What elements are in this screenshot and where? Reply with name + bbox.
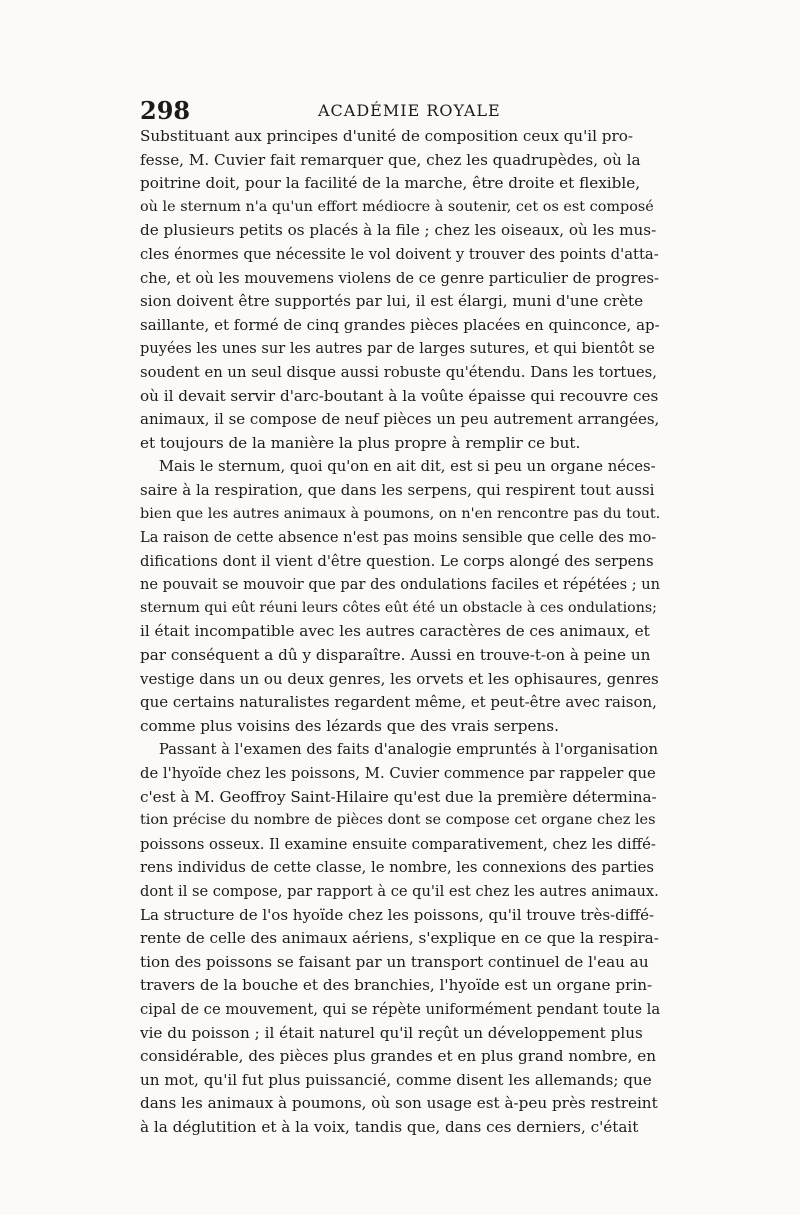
text-line: rente de celle des animaux aériens, s'explique en ce que la respira-	[140, 929, 659, 948]
text-line: dans les animaux à poumons, où son usage est à-peu près restreint	[140, 1094, 658, 1113]
text-line: tion des poissons se faisant par un transport continuel de l'eau au	[140, 952, 649, 971]
text-line: Passant à l'examen des faits d'analogie empruntés à l'organisation	[140, 741, 658, 759]
text-line: sion doivent être supportés par lui, il est élargi, muni d'une crète	[140, 292, 644, 311]
text-line: de plusieurs petits os placés à la file ; chez les oiseaux, où les mus-	[140, 221, 657, 240]
text-line: un mot, qu'il fut plus puissancié, comme disent les allemands; que	[140, 1070, 652, 1089]
text-line: et toujours de la manière la plus propre à remplir ce but.	[140, 433, 581, 452]
text-line: vie du poisson ; il était naturel qu'il reçût un développement plus	[140, 1023, 643, 1042]
text-line: par conséquent a dû y disparaître. Aussi en trouve-t-on à peine un	[140, 646, 651, 665]
text-line: puyées les unes sur les autres par de larges sutures, et qui bientôt se	[140, 340, 655, 358]
text-line: considérable, des pièces plus grandes et en plus grand nombre, en	[140, 1047, 657, 1066]
text-line: ne pouvait se mouvoir que par des ondulations faciles et répétées ; un	[140, 576, 660, 594]
page-header	[140, 96, 660, 126]
text-line: où il devait servir d'arc-boutant à la voûte épaisse qui recouvre ces	[140, 386, 659, 405]
text-line: c'est à M. Geoffroy Saint-Hilaire qu'est due la première détermina-	[140, 787, 657, 806]
text-line: vestige dans un ou deux genres, les orvets et les ophisaures, genres	[140, 669, 659, 688]
text-line: poissons osseux. Il examine ensuite comparativement, chez les diffé-	[140, 835, 656, 853]
text-line: Mais le sternum, quoi qu'on en ait dit, est si peu un organe néces-	[140, 458, 656, 476]
text-line: animaux, il se compose de neuf pièces un peu autrement arrangées,	[140, 410, 660, 429]
text-line: de l'hyoïde chez les poissons, M. Cuvier commence par rappeler que	[140, 765, 656, 783]
text-line: cipal de ce mouvement, qui se répète uniformément pendant toute la	[140, 1000, 660, 1018]
text-line: difications dont il vient d'être question. Le corps alongé des serpens	[140, 552, 654, 570]
text-line: que certains naturalistes regardent même, et peut-être avec raison,	[140, 693, 657, 712]
text-line: bien que les autres animaux à poumons, on n'en rencontre pas du tout.	[140, 505, 660, 522]
text-line: che, et où les mouvemens violens de ce genre particulier de progres-	[140, 269, 659, 287]
text-line: cles énormes que nécessite le vol doivent y trouver des points d'atta-	[140, 245, 659, 263]
body-text	[140, 125, 660, 1140]
text-line: fesse, M. Cuvier fait remarquer que, chez les quadrupèdes, où la	[140, 150, 641, 169]
text-line: soudent en un seul disque aussi robuste qu'étendu. Dans les tortues,	[140, 363, 657, 381]
text-line: tion précise du nombre de pièces dont se compose cet organe chez les	[140, 812, 656, 829]
text-line: rens individus de cette classe, le nombre, les connexions des parties	[140, 859, 654, 877]
text-line: sternum qui eût réuni leurs côtes eût été un obstacle à ces ondulations;	[140, 599, 657, 616]
text-line: comme plus voisins des lézards que des vrais serpens.	[140, 716, 559, 735]
text-line: La raison de cette absence n'est pas moins sensible que celle des mo-	[140, 529, 657, 547]
text-line: poitrine doit, pour la facilité de la marche, être droite et flexible,	[140, 174, 641, 193]
text-line: La structure de l'os hyoïde chez les poissons, qu'il trouve très-diffé-	[140, 905, 655, 924]
text-line: Substituant aux principes d'unité de composition ceux qu'il pro-	[140, 127, 634, 145]
text-line: à la déglutition et à la voix, tandis que, dans ces derniers, c'était	[140, 1117, 639, 1136]
page-number: 298	[140, 96, 191, 125]
text-line: il était incompatible avec les autres caractères de ces animaux, et	[140, 622, 650, 641]
text-line: où le sternum n'a qu'un effort médiocre à soutenir, cet os est composé	[140, 198, 654, 215]
text-line: saire à la respiration, que dans les serpens, qui respirent tout aussi	[140, 480, 655, 499]
text-line: travers de la bouche et des branchies, l'hyoïde est un organe prin-	[140, 976, 653, 995]
text-line: dont il se compose, par rapport à ce qu'il est chez les autres animaux.	[140, 883, 659, 900]
text-line: saillante, et formé de cinq grandes pièces placées en quinconce, ap-	[140, 315, 660, 334]
running-head: ACADÉMIE ROYALE	[318, 101, 501, 120]
